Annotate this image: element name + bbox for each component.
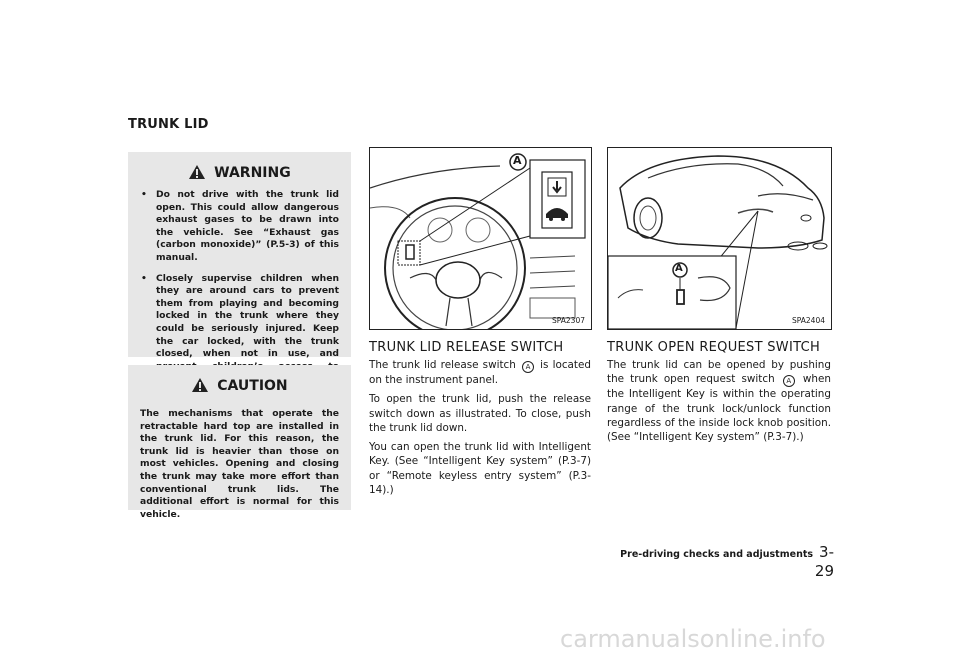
paragraph: To open the trunk lid, push the release switch down as illustrated. To close, push the trunk lid down. [369,393,591,434]
car-rear-illustration [608,148,831,329]
footer-section: Pre-driving checks and adjustments [620,549,814,560]
text-span: when the Intelligent Key is within the operating range of the trunk lock/unlock function regardless of the inside lock knob position. (See “Intelligent Key system” (P.3-7).) [607,373,831,444]
request-switch-figure [607,147,832,330]
caution-triangle-icon [191,377,209,393]
warning-item: • Closely supervise children when they are around cars to prevent them from playing and becoming locked in the trunk where they could be seriously injured. Keep the car locked, with the trunk closed, when not in use, and [128,273,339,386]
request-switch-body [607,358,831,449]
watermark: carmanualsonline.info [560,625,826,653]
page-number: 3-29 [814,543,834,580]
paragraph: You can open the trunk lid with Intelligent Key. (See “Intelligent Key system” (P.3-7) or “Remote keyless entry system” (P.3-14).) [369,441,591,497]
page-footer [612,542,834,580]
warning-header [128,152,351,181]
caution-header [128,365,351,394]
paragraph [607,358,831,444]
steering-wheel-illustration [370,148,591,329]
figure-callout-a: A [513,154,522,167]
section-title: TRUNK LID [128,117,209,132]
figure-code: SPA2404 [791,316,825,325]
figure-callout-a: A [675,263,683,274]
text-span: The trunk lid can be opened by pushing the trunk open request switch [607,359,831,386]
warning-title: WARNING [214,165,291,181]
warning-item: • Do not drive with the trunk lid open. This could allow dangerous exhaust gases to be drawn into the vehicle. See “Exhaust gas (carbon monoxide)” (P.5-3) of this manual. [128,189,339,265]
release-switch-body [369,358,591,502]
request-switch-heading: TRUNK OPEN REQUEST SWITCH [607,340,821,355]
text-span: is located on the instrument panel. [369,359,591,386]
marker-a: A [783,375,795,387]
release-switch-figure [369,147,592,330]
caution-box [128,365,351,520]
caution-title: CAUTION [217,378,288,394]
figure-code: SPA2307 [551,316,585,325]
release-switch-heading: TRUNK LID RELEASE SWITCH [369,340,564,355]
text-span: The trunk lid release switch [369,359,516,371]
warning-box [128,152,351,360]
caution-text: The mechanisms that operate the retractable hard top are installed in the trunk lid. For this reason, the trunk lid is heavier than those on most vehicles. Opening and closing the trunk may take more effort than conventional trunk lids. The additional effort is normal for this vehicle. [140,408,339,520]
paragraph [369,358,591,387]
warning-triangle-icon [188,164,206,180]
marker-a: A [522,361,534,373]
warning-list [128,189,351,386]
